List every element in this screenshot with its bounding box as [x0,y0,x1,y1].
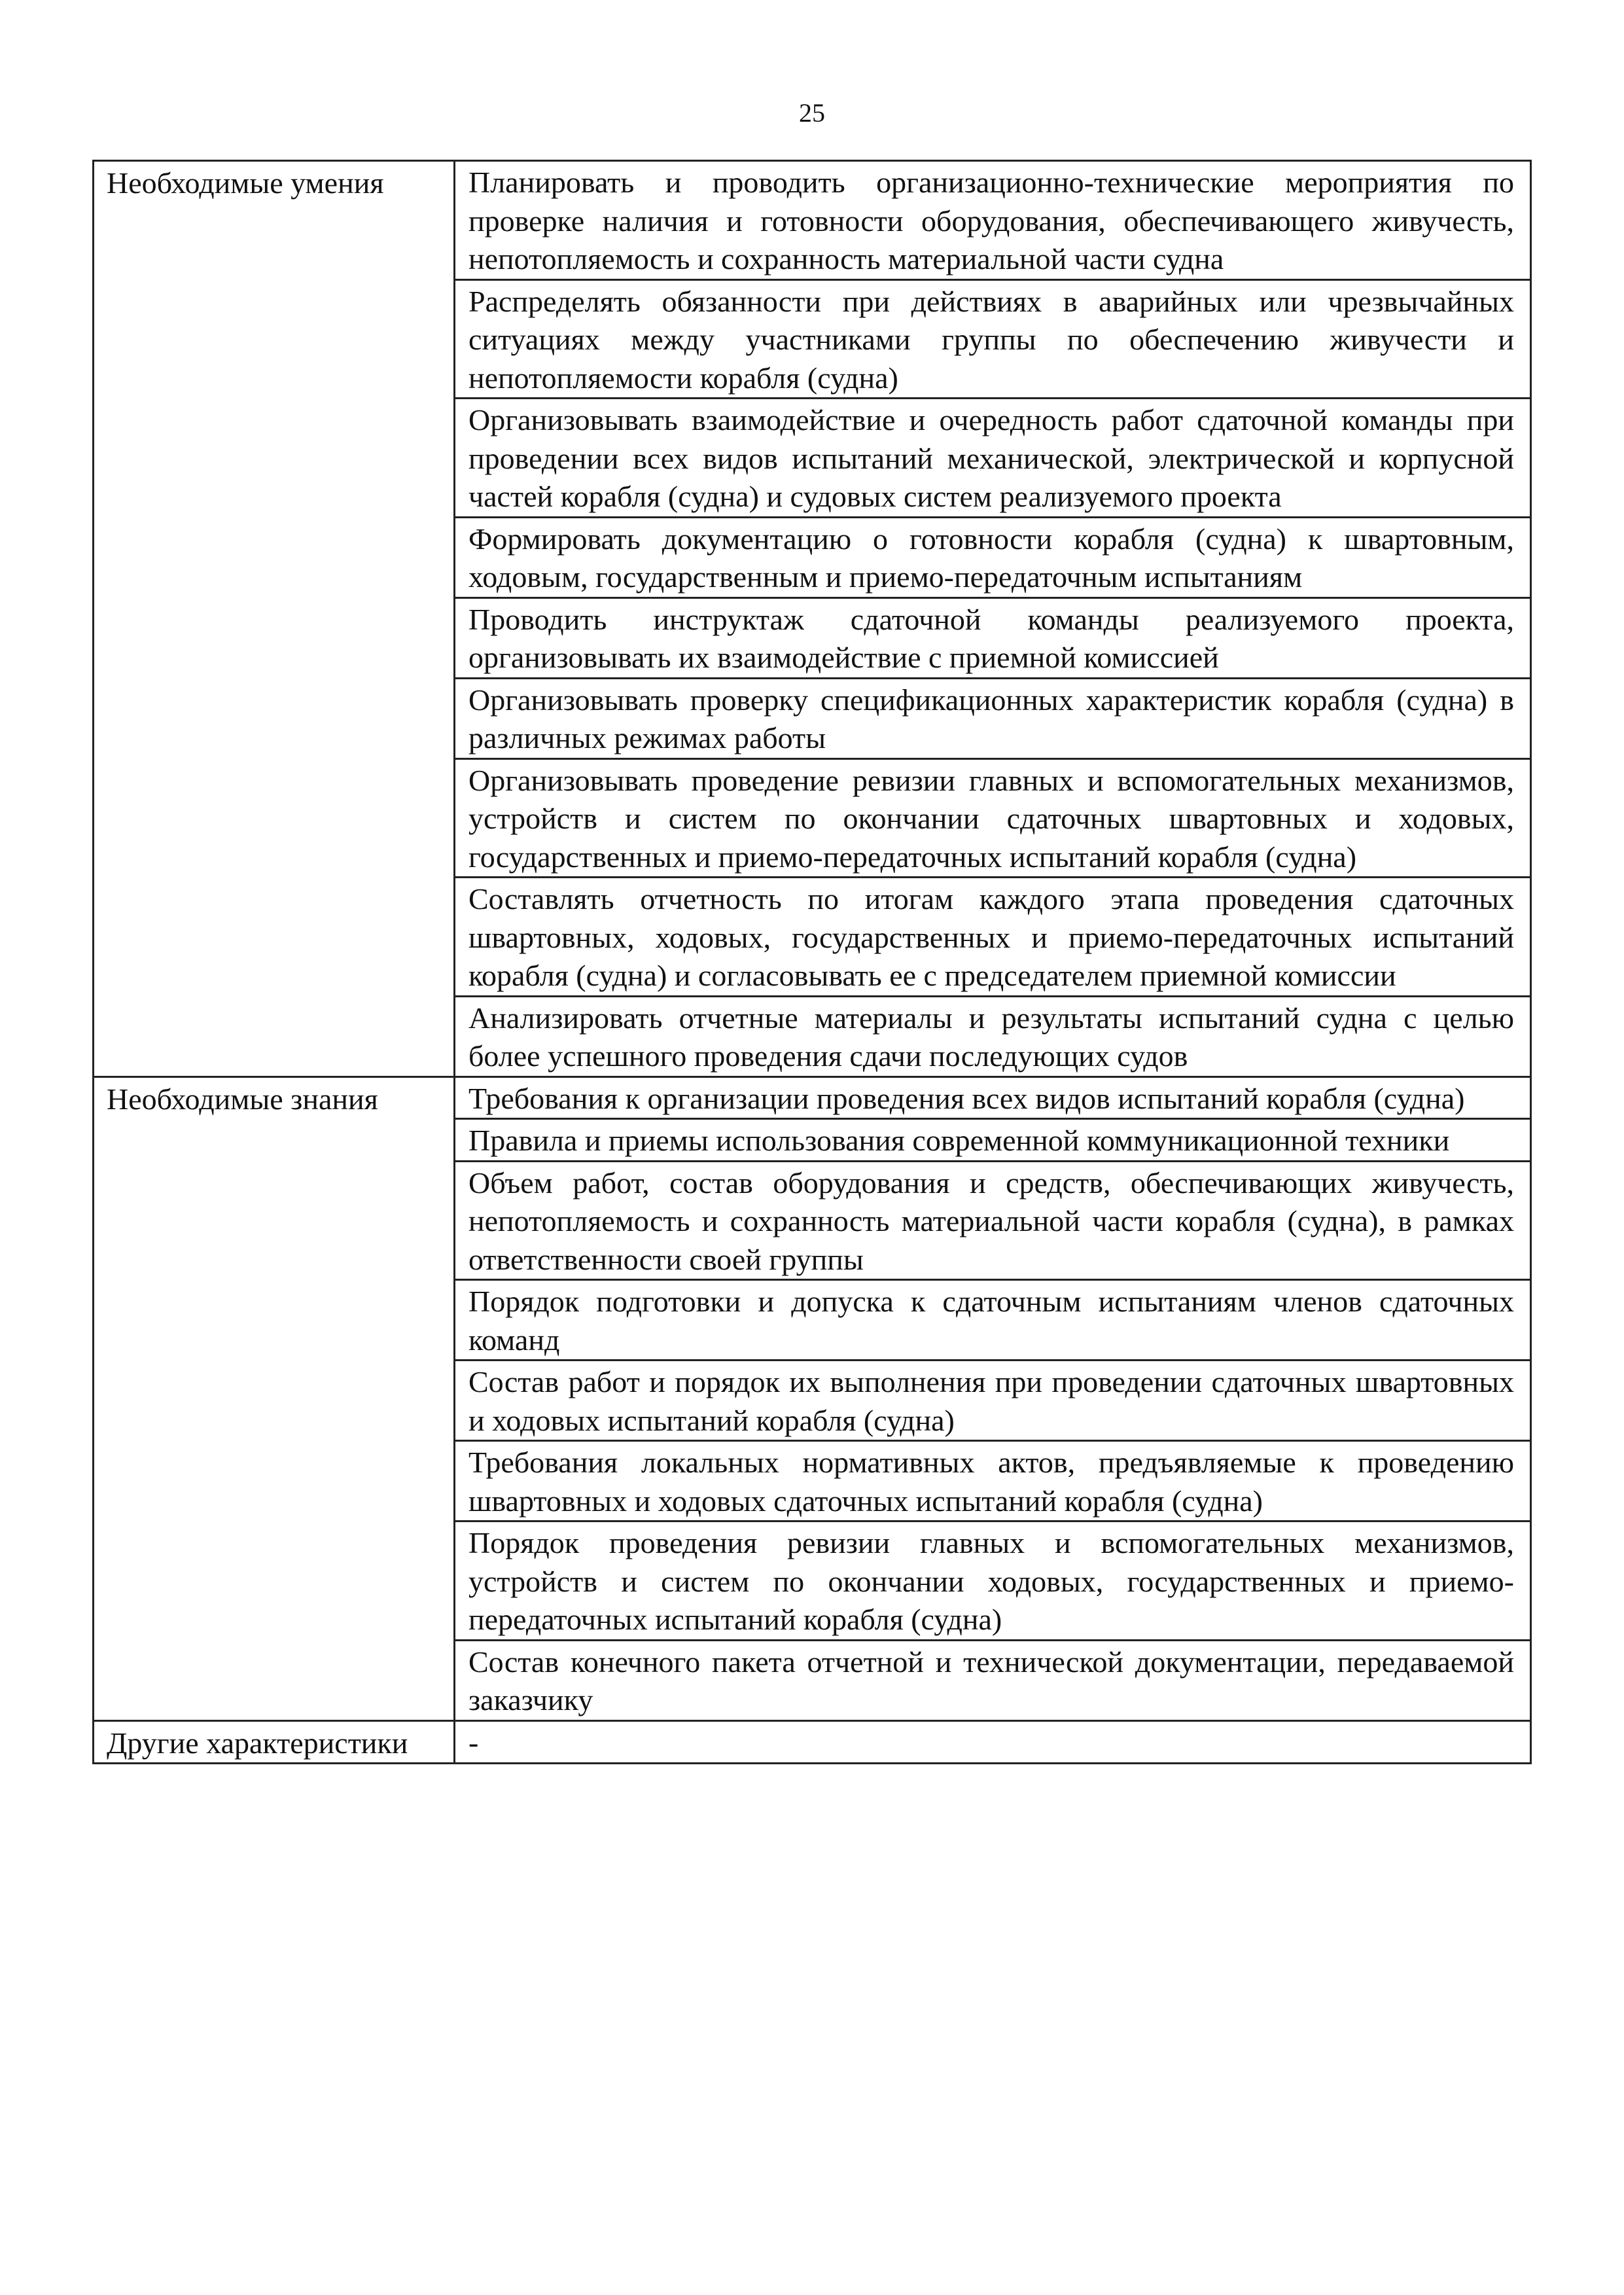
table-cell: Состав работ и порядок их выполнения при проведении сдаточных швартовных и ходовых испытаний корабля (судна) [455,1361,1531,1441]
table-cell: Составлять отчетность по итогам каждого этапа проведения сдаточных швартовных, ходовых, государственных и приемо-передаточных испытаний корабля (судна) и согласовывать ее с председателем приемной комиссии [455,878,1531,997]
table-cell: Состав конечного пакета отчетной и технической документации, передаваемой заказчику [455,1640,1531,1720]
row-label-other: Другие характеристики [94,1720,455,1764]
table-cell: Объем работ, состав оборудования и средств, обеспечивающих живучесть, непотопляемость и сохранность материальной части корабля (судна), в рамках ответственности своей группы [455,1161,1531,1280]
row-label-knowledge: Необходимые знания [94,1076,455,1720]
table-cell: Требования к организации проведения всех видов испытаний корабля (судна) [455,1076,1531,1119]
table-cell: - [455,1720,1531,1764]
page-number: 25 [799,98,825,128]
table-cell: Порядок проведения ревизии главных и вспомогательных механизмов, устройств и систем по окончании ходовых, государственных и приемо-передаточных испытаний корабля (судна) [455,1521,1531,1641]
table-cell: Порядок подготовки и допуска к сдаточным испытаниям членов сдаточных команд [455,1280,1531,1361]
table-cell: Распределять обязанности при действиях в аварийных или чрезвычайных ситуациях между участниками группы по обеспечению живучести и непотопляемости корабля (судна) [455,279,1531,399]
table-cell: Требования локальных нормативных актов, предъявляемые к проведению швартовных и ходовых сдаточных испытаний корабля (судна) [455,1441,1531,1521]
table-row [94,1720,1531,1764]
table-cell: Анализировать отчетные материалы и результаты испытаний судна с целью более успешного проведения сдачи последующих судов [455,996,1531,1076]
table-row [94,161,1531,280]
table-row [94,1076,1531,1119]
table-cell: Организовывать проведение ревизии главных и вспомогательных механизмов, устройств и систем по окончании сдаточных швартовных и ходовых, государственных и приемо-передаточных испытаний корабля (судна) [455,758,1531,878]
table-cell: Планировать и проводить организационно-технические мероприятия по проверке наличия и готовности оборудования, обеспечивающего живучесть, непотопляемость и сохранность материальной части судна [455,161,1531,280]
table-cell: Правила и приемы использования современной коммуникационной техники [455,1119,1531,1162]
table-cell: Формировать документацию о готовности корабля (судна) к швартовным, ходовым, государственным и приемо-передаточным испытаниям [455,517,1531,597]
table-body [94,161,1531,1764]
table-cell: Проводить инструктаж сдаточной команды реализуемого проекта, организовывать их взаимодействие с приемной комиссией [455,597,1531,678]
table-cell: Организовывать проверку спецификационных характеристик корабля (судна) в различных режимах работы [455,678,1531,758]
table-cell: Организовывать взаимодействие и очередность работ сдаточной команды при проведении всех видов испытаний механической, электрической и корпусной частей корабля (судна) и судовых систем реализуемого проекта [455,399,1531,518]
requirements-table [92,160,1532,1764]
row-label-skills: Необходимые умения [94,161,455,1077]
